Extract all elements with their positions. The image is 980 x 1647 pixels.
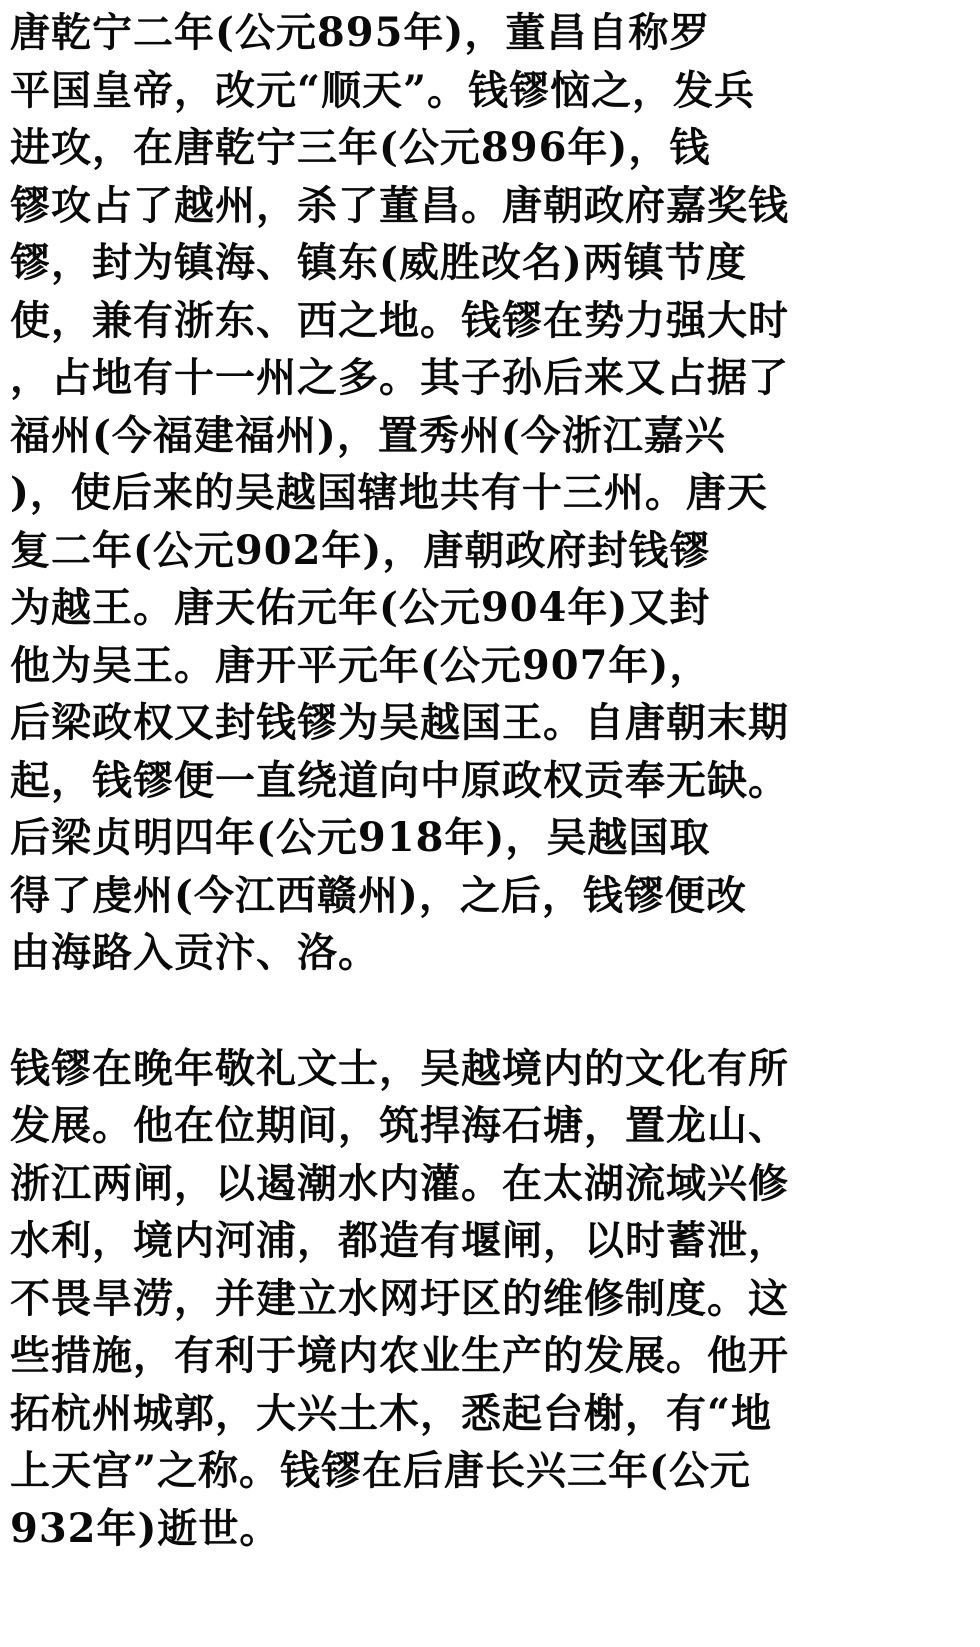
text-line: 后梁贞明四年(公元918年)，吴越国取 <box>10 814 711 861</box>
text-line: 些措施，有利于境内农业生产的发展。他开 <box>10 1332 789 1379</box>
text-line: 拓杭州城郭，大兴土木，悉起台榭，有“地 <box>10 1389 773 1437</box>
text-line: 932年)逝世。 <box>10 1504 281 1552</box>
text-line: 上天宫”之称。钱镠在后唐长兴三年(公元 <box>10 1447 751 1494</box>
text-line: ，占地有十一州之多。其子孙后来又占据了 <box>10 354 789 401</box>
paragraph-culture <box>10 1040 970 1558</box>
text-line: 起，钱镠便一直绕道向中原政权贡奉无缺。 <box>10 756 789 804</box>
text-line: 水利，境内河浦，都造有堰闸，以时蓄泄， <box>10 1217 789 1264</box>
text-line: 不畏旱涝，并建立水网圩区的维修制度。这 <box>10 1274 789 1322</box>
text-line: 为越王。唐天佑元年(公元904年)又封 <box>10 584 711 631</box>
text-line: 镠，封为镇海、镇东(威胜改名)两镇节度 <box>10 239 747 286</box>
document-page <box>10 4 970 1557</box>
text-line: 后梁政权又封钱镠为吴越国王。自唐朝末期 <box>10 699 789 746</box>
text-line: 使，兼有浙东、西之地。钱镠在势力强大时 <box>10 296 789 344</box>
text-line: 复二年(公元902年)，唐朝政府封钱镠 <box>10 526 711 574</box>
text-line: 唐乾宁二年(公元895年)，董昌自称罗 <box>10 9 711 56</box>
paragraph-history <box>10 4 970 982</box>
text-line: 他为吴王。唐开平元年(公元907年)， <box>10 641 711 689</box>
text-line: 平国皇帝，改元“顺天”。钱镠恼之，发兵 <box>10 66 756 114</box>
text-line: 钱镠在晚年敬礼文士，吴越境内的文化有所 <box>10 1044 789 1092</box>
text-line: 进攻，在唐乾宁三年(公元896年)，钱 <box>10 124 711 171</box>
text-line: 镠攻占了越州，杀了董昌。唐朝政府嘉奖钱 <box>10 181 789 229</box>
text-line: 发展。他在位期间，筑捍海石塘，置龙山、 <box>10 1102 789 1149</box>
text-line: 浙江两闸，以遏潮水内灌。在太湖流域兴修 <box>10 1159 789 1207</box>
text-line: 由海路入贡汴、洛。 <box>10 929 379 976</box>
text-line: 得了虔州(今江西赣州)，之后，钱镠便改 <box>10 871 747 919</box>
text-line: 福州(今福建福州)，置秀州(今浙江嘉兴 <box>10 411 726 459</box>
text-line: )，使后来的吴越国辖地共有十三州。唐天 <box>10 469 768 516</box>
